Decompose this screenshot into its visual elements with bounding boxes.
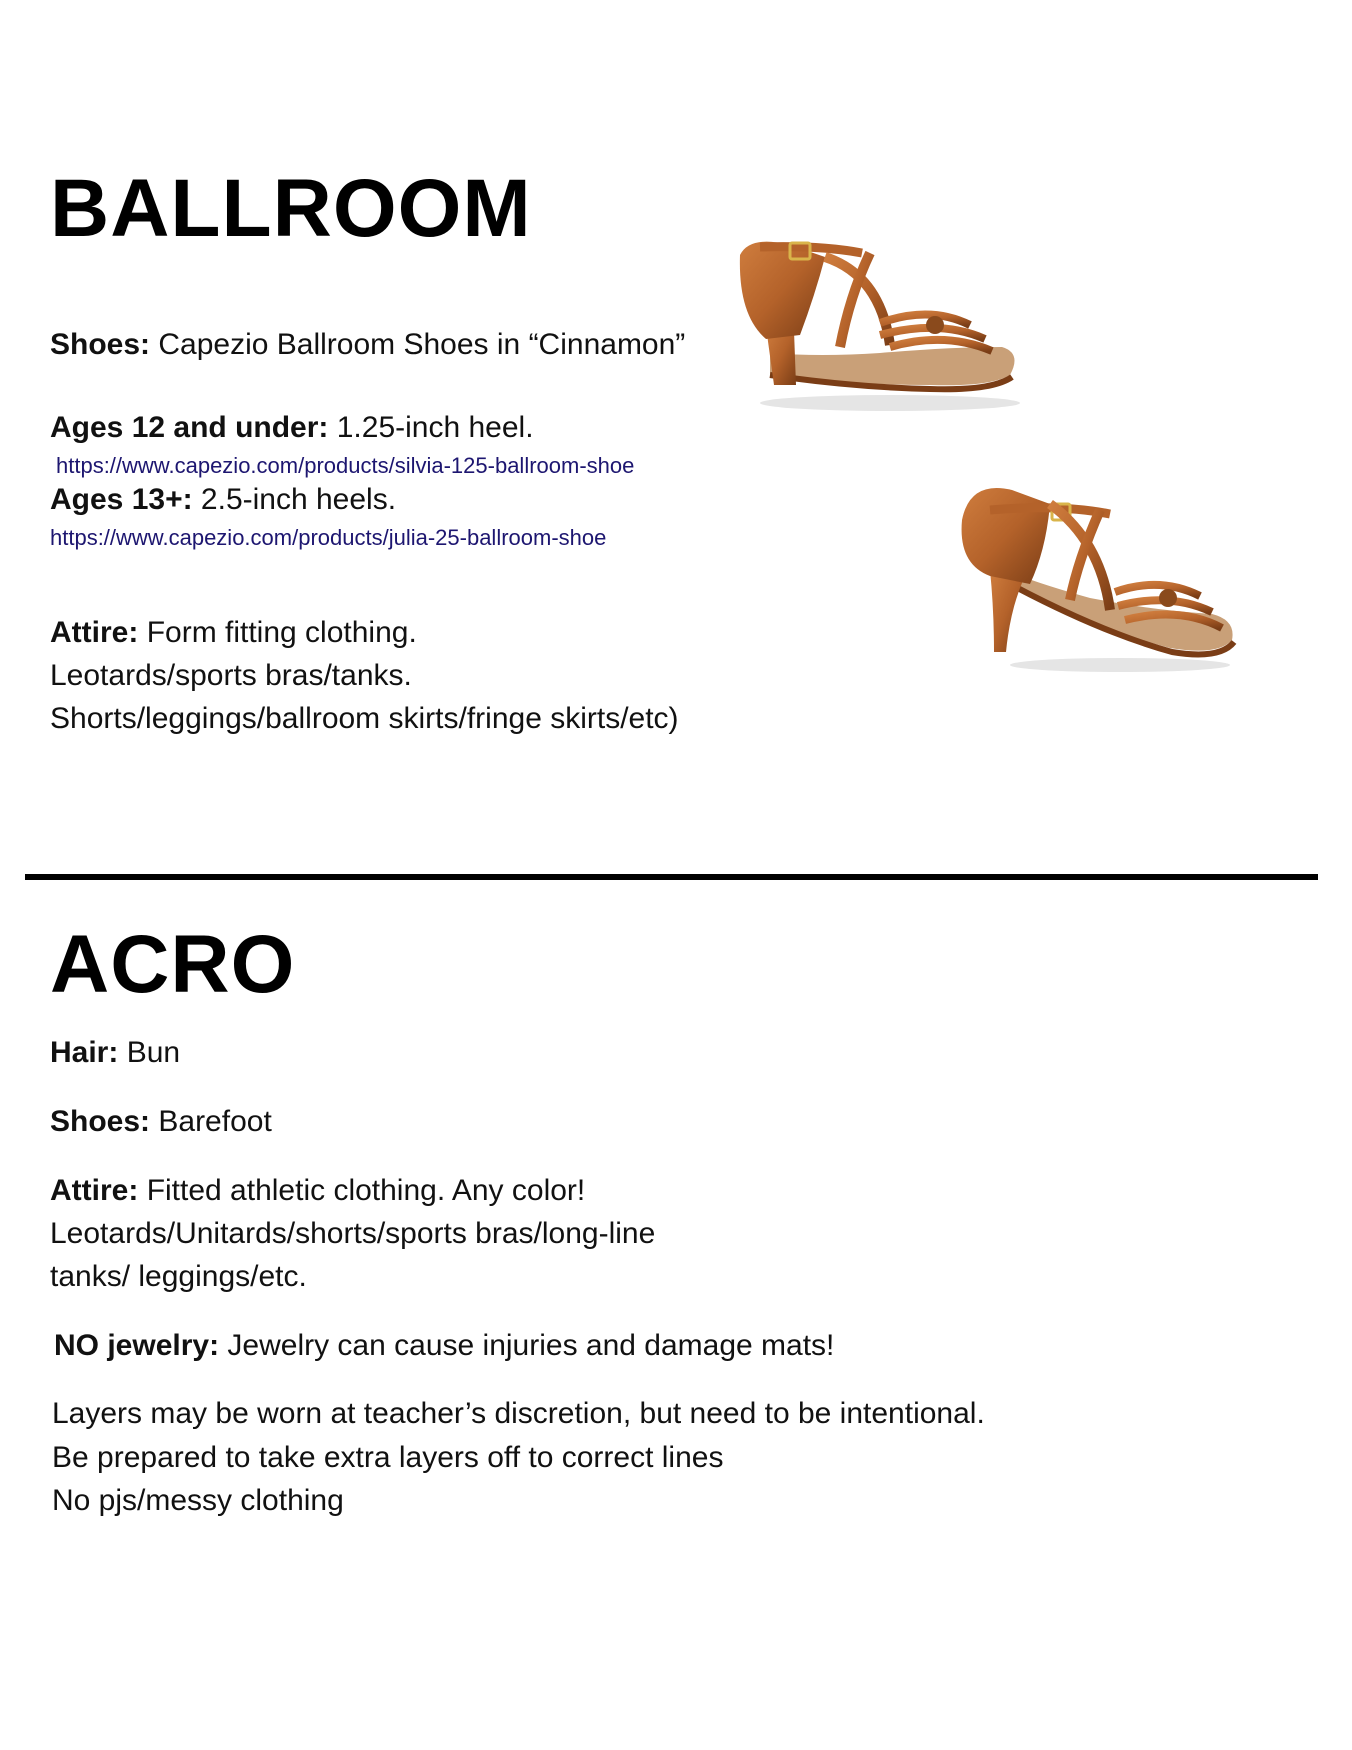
ballroom-attire-line-1 xyxy=(50,612,417,654)
high-heel-shoe-image xyxy=(950,480,1240,680)
acro-attire-text-1: Fitted athletic clothing. Any color! xyxy=(146,1174,586,1207)
acro-hair-text: Bun xyxy=(126,1036,181,1069)
acro-attire-line-3: tanks/ leggings/etc. xyxy=(50,1260,307,1293)
acro-attire-label: Attire: xyxy=(50,1174,139,1207)
ages-under-link[interactable]: https://www.capezio.com/products/silvia-125-ballroom-shoe xyxy=(56,453,635,478)
acro-note-2: Be prepared to take extra layers off to correct lines xyxy=(52,1441,724,1474)
acro-attire-line-2: Leotards/Unitards/shorts/sports bras/long-line xyxy=(50,1217,656,1250)
low-heel-shoe-image xyxy=(730,235,1030,415)
ballroom-attire-line-2: Leotards/sports bras/tanks. xyxy=(50,659,412,692)
ages-over-link[interactable]: https://www.capezio.com/products/julia-25-ballroom-shoe xyxy=(50,525,607,550)
acro-note-3: No pjs/messy clothing xyxy=(52,1484,344,1517)
ages-under-text: 1.25-inch heel. xyxy=(336,411,534,444)
ages-over-label: Ages 13+: xyxy=(50,483,193,516)
ages-under-label: Ages 12 and under: xyxy=(50,411,329,444)
acro-shoes-text: Barefoot xyxy=(158,1105,272,1138)
acro-hair-line xyxy=(50,1032,180,1074)
ages-over-text: 2.5-inch heels. xyxy=(200,483,397,516)
acro-title: ACRO xyxy=(50,919,296,1010)
ages-over-line xyxy=(50,479,396,521)
ballroom-shoes-label: Shoes: xyxy=(50,328,151,361)
ballroom-attire-line-3: Shorts/leggings/ballroom skirts/fringe skirts/etc) xyxy=(50,702,679,735)
acro-shoes-label: Shoes: xyxy=(50,1105,151,1138)
acro-shoes-line xyxy=(50,1101,272,1143)
ballroom-attire-label: Attire: xyxy=(50,616,139,649)
ballroom-title: BALLROOM xyxy=(50,163,532,254)
ballroom-shoes-text: Capezio Ballroom Shoes in “Cinnamon” xyxy=(158,328,686,361)
acro-jewelry-line xyxy=(54,1325,834,1367)
acro-hair-label: Hair: xyxy=(50,1036,119,1069)
acro-jewelry-label: NO jewelry: xyxy=(54,1329,220,1362)
ages-under-line xyxy=(50,407,534,449)
acro-attire-line-1 xyxy=(50,1170,585,1212)
ballroom-shoes-line xyxy=(50,324,685,366)
ballroom-attire-text-1: Form fitting clothing. xyxy=(146,616,417,649)
acro-jewelry-text: Jewelry can cause injuries and damage mats! xyxy=(227,1329,835,1362)
acro-note-1: Layers may be worn at teacher’s discretion, but need to be intentional. xyxy=(52,1397,985,1430)
section-divider xyxy=(25,874,1318,880)
